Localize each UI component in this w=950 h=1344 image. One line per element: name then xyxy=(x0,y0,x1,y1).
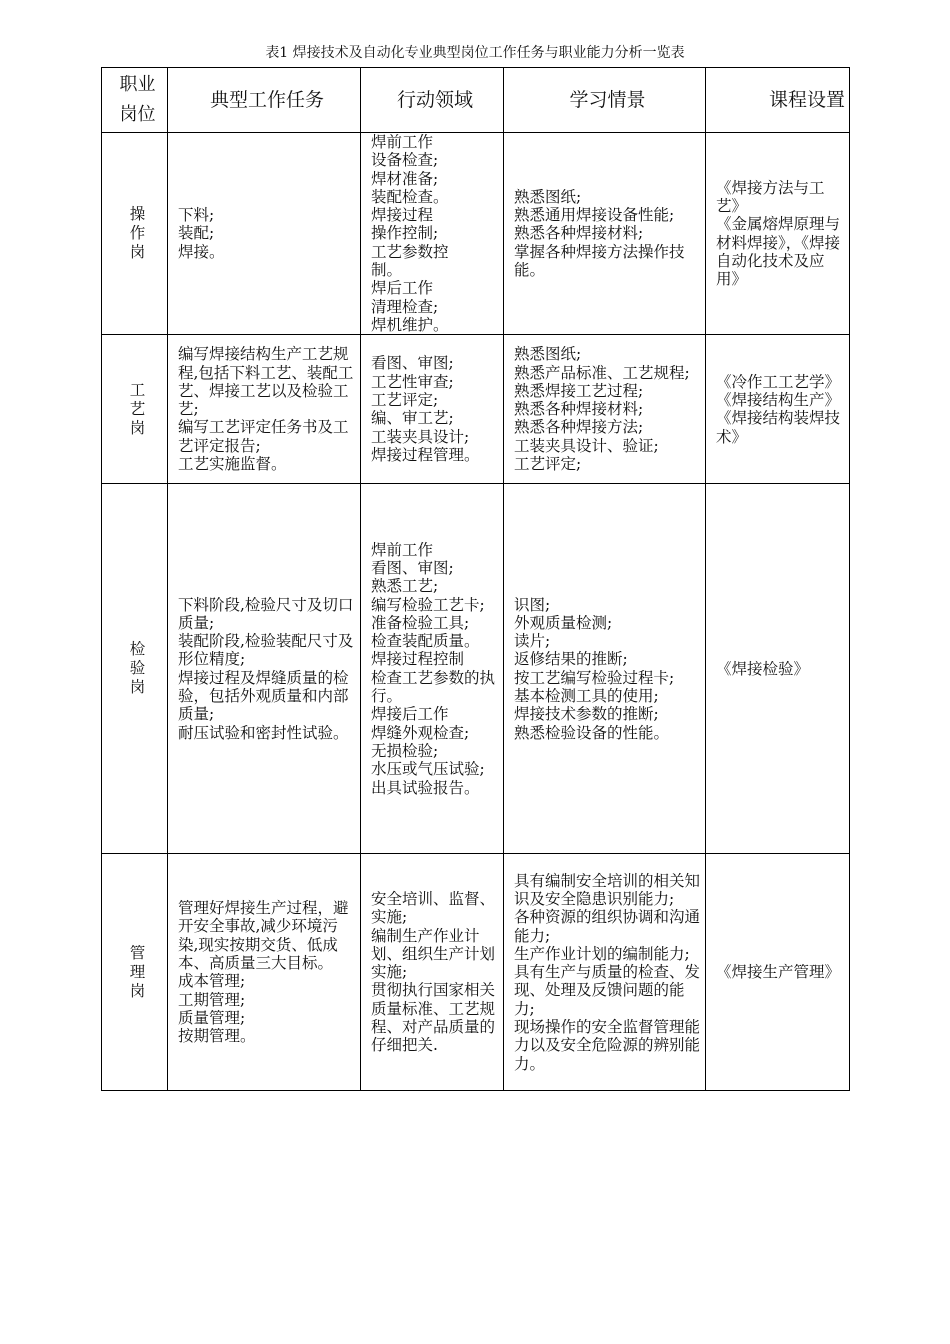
domain-line: 无损检验; xyxy=(371,741,439,760)
context-line: 熟悉图纸; xyxy=(514,187,582,206)
table-row xyxy=(102,854,850,1091)
domain-line: 焊后工作 xyxy=(371,279,434,298)
header-tasks: 典型工作任务 xyxy=(168,68,361,133)
role-label: 管理岗 xyxy=(129,943,146,1000)
tasks-line: 编写焊接结构生产工艺规程,包括下料工艺、装配工艺、焊接工艺以及检验工艺; xyxy=(178,345,354,419)
context-cell xyxy=(504,133,706,335)
tasks-line: 焊接。 xyxy=(178,242,225,261)
domain-line: 编制生产作业计划、组织生产计划实施; xyxy=(371,926,496,982)
table-row xyxy=(102,133,850,335)
role-cell xyxy=(102,335,168,484)
domain-line: 贯彻执行国家相关质量标准、工艺规程、对产品质量的仔细把关. xyxy=(371,981,496,1055)
domain-line: 工艺性审查; xyxy=(371,372,454,391)
courses-line: 《焊接检验》 xyxy=(716,659,810,678)
header-role: 职业岗位 xyxy=(102,68,168,133)
domain-line: 工艺参数控 xyxy=(371,242,449,261)
domain-line: 装配检查。 xyxy=(371,187,449,206)
context-line: 识图; xyxy=(514,595,551,614)
domain-line: 工装夹具设计; xyxy=(371,427,470,446)
domain-line: 焊接后工作 xyxy=(371,705,449,724)
header-context: 学习情景 xyxy=(504,68,706,133)
domain-cell xyxy=(361,335,504,484)
tasks-line: 下料阶段,检验尺寸及切口质量; xyxy=(178,595,354,632)
context-line: 具有编制安全培训的相关知识及安全隐患识别能力; xyxy=(514,871,701,908)
table-row xyxy=(102,335,850,484)
context-line: 外观质量检测; xyxy=(514,613,613,632)
context-line: 熟悉各种焊接材料; xyxy=(514,224,644,243)
context-line: 读片; xyxy=(514,632,551,651)
context-line: 熟悉通用焊接设备性能; xyxy=(514,206,675,225)
context-line: 熟悉图纸; xyxy=(514,345,582,364)
domain-line: 焊前工作 xyxy=(371,540,434,559)
header-courses: 课程设置 xyxy=(706,68,850,133)
tasks-line: 质量管理; xyxy=(178,1008,246,1027)
courses-line: 《焊接方法与工艺》 xyxy=(716,178,825,216)
table-caption: 表1 焊接技术及自动化专业典型岗位工作任务与职业能力分析一览表 xyxy=(265,45,685,61)
context-line: 熟悉焊接工艺过程; xyxy=(514,381,644,400)
tasks-line: 装配阶段,检验装配尺寸及形位精度; xyxy=(178,632,354,669)
domain-line: 检查工艺参数的执行。 xyxy=(371,668,496,706)
tasks-cell xyxy=(168,484,361,854)
domain-line: 焊接过程管理。 xyxy=(371,445,480,464)
domain-line: 看图、审图; xyxy=(371,558,454,577)
courses-cell xyxy=(706,335,850,484)
context-cell xyxy=(504,335,706,484)
context-line: 焊接技术参数的推断; xyxy=(514,705,659,724)
tasks-line: 工艺实施监督。 xyxy=(178,455,287,473)
context-line: 工艺评定; xyxy=(514,455,582,473)
context-line: 工装夹具设计、验证; xyxy=(514,436,659,455)
domain-line: 焊缝外观检查; xyxy=(371,723,470,742)
context-line: 具有生产与质量的检查、发现、处理及反馈问题的能力; xyxy=(514,963,701,1018)
tasks-line: 耐压试验和密封性试验。 xyxy=(178,723,349,742)
domain-line: 水压或气压试验; xyxy=(371,760,485,779)
tasks-line: 下料; xyxy=(178,206,215,225)
domain-line: 准备检验工具; xyxy=(371,613,470,632)
courses-cell xyxy=(706,133,850,335)
tasks-line: 成本管理; xyxy=(178,972,246,991)
role-label: 检验岗 xyxy=(129,640,146,697)
context-line: 基本检测工具的使用; xyxy=(514,687,659,706)
tasks-cell xyxy=(168,335,361,484)
domain-line: 看图、审图; xyxy=(371,354,454,373)
role-cell xyxy=(102,854,168,1091)
role-label: 工艺岗 xyxy=(129,380,146,437)
context-cell xyxy=(504,484,706,854)
domain-cell xyxy=(361,854,504,1091)
context-line: 各种资源的组织协调和沟通能力; xyxy=(514,908,701,945)
header-domain: 行动领域 xyxy=(361,68,504,133)
tasks-cell xyxy=(168,854,361,1091)
courses-cell xyxy=(706,484,850,854)
job-analysis-table xyxy=(101,67,850,1091)
domain-line: 焊接过程控制 xyxy=(371,650,465,669)
context-line: 现场操作的安全监督管理能力以及安全危险源的辨别能力。 xyxy=(514,1018,701,1073)
role-label: 操作岗 xyxy=(129,205,146,262)
domain-line: 制。 xyxy=(371,261,403,280)
domain-cell xyxy=(361,484,504,854)
courses-line: 《金属熔焊原理与材料焊接》，《焊接自动化技术及应用》 xyxy=(716,215,841,289)
courses-line: 《冷作工工艺学》《焊接结构生产》《焊接结构装焊技术》 xyxy=(716,372,841,446)
domain-line: 出具试验报告。 xyxy=(371,778,480,797)
context-line: 返修结果的推断; xyxy=(514,650,628,669)
tasks-line: 按期管理。 xyxy=(178,1027,256,1046)
context-line: 熟悉各种焊接方法; xyxy=(514,418,644,437)
tasks-line: 焊接过程及焊缝质量的检验，包括外观质量和内部质量; xyxy=(178,668,349,724)
tasks-cell xyxy=(168,133,361,335)
domain-line: 设备检查; xyxy=(371,151,439,170)
domain-line: 熟悉工艺; xyxy=(371,577,439,596)
context-line: 熟悉各种焊接材料; xyxy=(514,400,644,419)
context-line: 生产作业计划的编制能力; xyxy=(514,944,690,963)
tasks-line: 工期管理; xyxy=(178,990,246,1009)
role-cell xyxy=(102,133,168,335)
domain-line: 焊材准备; xyxy=(371,169,439,188)
domain-line: 安全培训、监督、实施; xyxy=(371,889,496,927)
courses-line: 《焊接生产管理》 xyxy=(716,963,841,982)
role-cell xyxy=(102,484,168,854)
domain-line: 焊机维护。 xyxy=(371,315,449,334)
context-line: 按工艺编写检验过程卡; xyxy=(514,668,675,687)
context-line: 熟悉检验设备的性能。 xyxy=(514,723,670,742)
tasks-line: 管理好焊接生产过程，避开安全事故,减少环境污染,现实按期交货、低成本、高质量三大目标。 xyxy=(178,899,349,972)
courses-cell xyxy=(706,854,850,1091)
domain-line: 焊接过程 xyxy=(371,206,434,225)
domain-line: 工艺评定; xyxy=(371,390,439,409)
domain-cell xyxy=(361,133,504,335)
context-cell xyxy=(504,854,706,1091)
domain-line: 编写检验工艺卡; xyxy=(371,595,485,614)
tasks-line: 装配; xyxy=(178,224,215,243)
domain-line: 操作控制; xyxy=(371,224,439,243)
tasks-line: 编写工艺评定任务书及工艺评定报告; xyxy=(178,418,349,455)
domain-line: 检查装配质量。 xyxy=(371,632,480,651)
domain-line: 编、审工艺; xyxy=(371,409,454,428)
header-row xyxy=(102,68,850,133)
domain-line: 焊前工作 xyxy=(371,133,434,151)
domain-line: 清理检查; xyxy=(371,297,439,316)
context-line: 熟悉产品标准、工艺规程; xyxy=(514,363,690,382)
table-row xyxy=(102,484,850,854)
context-line: 掌握各种焊接方法操作技能。 xyxy=(514,242,685,280)
